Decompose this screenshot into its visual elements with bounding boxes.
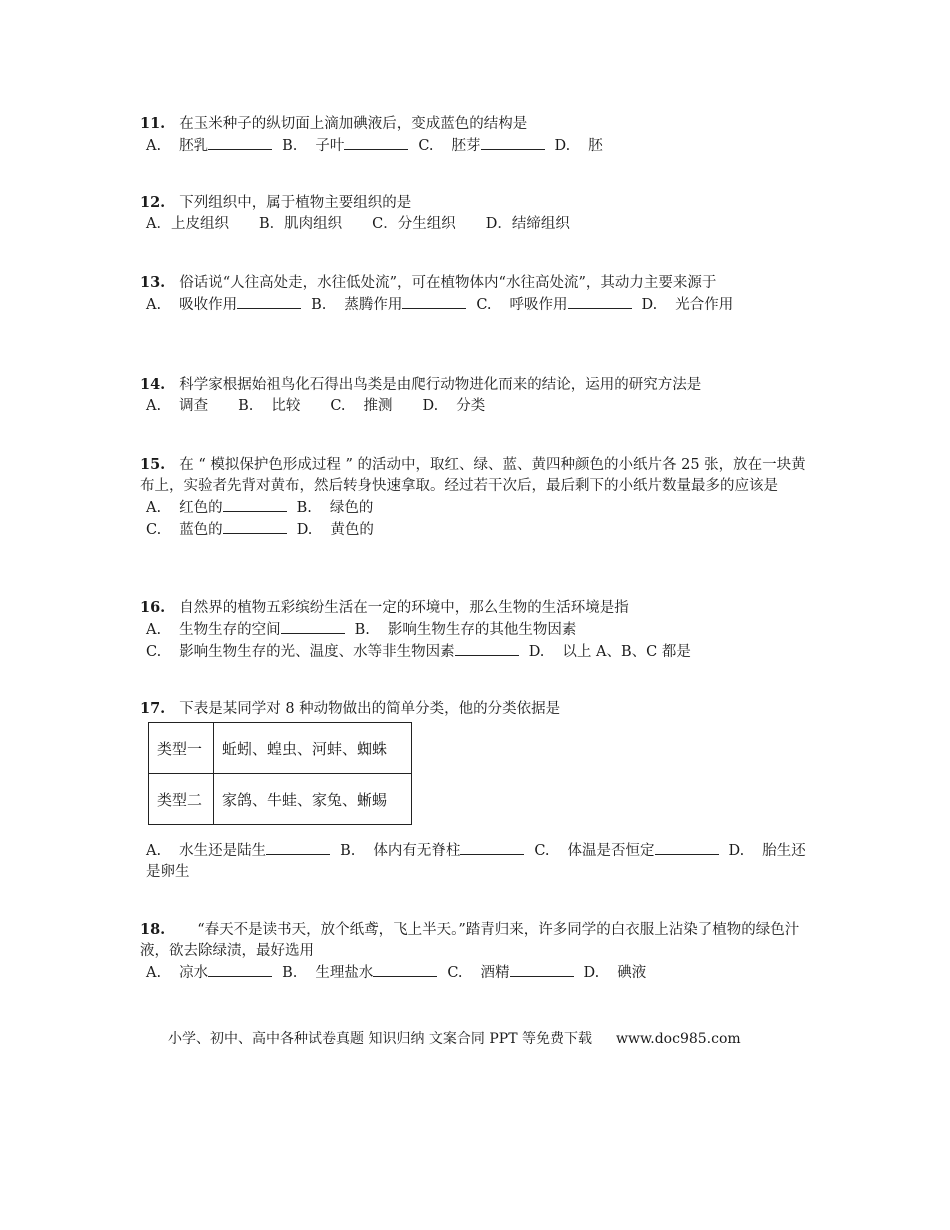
question-stem: 俗话说“人往高处走，水往低处流”，可在植物体内“水往高处流”，其动力主要来源于 <box>179 275 717 291</box>
options-line <box>140 840 812 883</box>
question-number: 16. <box>140 599 166 616</box>
options-line <box>140 962 812 984</box>
type-label: 类型一 <box>149 723 214 774</box>
option-d-text: 分类 <box>456 398 486 414</box>
question-stem: 科学家根据始祖鸟化石得出鸟类是由爬行动物进化而来的结论，运用的研究方法是 <box>179 377 702 393</box>
option-letter: D. <box>296 522 313 538</box>
options-line <box>140 294 812 316</box>
option-letter: C. <box>146 644 162 660</box>
option-letter: A. <box>146 965 162 981</box>
option-a-text: 凉水 <box>179 965 209 981</box>
question-number: 17. <box>140 700 166 717</box>
type-label: 类型二 <box>149 774 214 825</box>
answer-blank <box>208 135 272 150</box>
option-c-text: 影响生物生存的光、温度、水等非生物因素 <box>179 644 455 660</box>
option-letter: A. <box>146 297 162 313</box>
option-letter: A. <box>146 500 162 516</box>
option-letter: D. <box>554 138 571 154</box>
option-letter: D. <box>641 297 658 313</box>
question-17-options <box>140 840 812 883</box>
table-row <box>149 723 412 774</box>
option-c-text: 推测 <box>363 398 393 414</box>
option-b-text: 体内有无脊柱 <box>373 843 461 859</box>
option-letter: B. <box>282 138 298 154</box>
option-b-text: 生理盐水 <box>315 965 374 981</box>
options-line <box>140 396 812 417</box>
option-a-text: 调查 <box>179 398 209 414</box>
option-d-text: 黄色的 <box>330 522 374 538</box>
answer-blank <box>481 135 545 150</box>
options-line <box>140 641 812 663</box>
option-letter: B. <box>282 965 298 981</box>
option-c-text: 蓝色的 <box>179 522 223 538</box>
option-letter: B. <box>340 843 356 859</box>
option-d-text: 光合作用 <box>675 297 734 313</box>
option-c-text: 胚芽 <box>451 138 481 154</box>
answer-blank <box>402 294 466 309</box>
option-d-text: 结缔组织 <box>511 216 570 232</box>
option-letter: D. <box>422 398 439 414</box>
option-a-text: 胚乳 <box>179 138 209 154</box>
option-b-text: 蒸腾作用 <box>344 297 403 313</box>
question-number: 14. <box>140 376 166 393</box>
option-letter: C. <box>447 965 463 981</box>
answer-blank <box>655 840 719 855</box>
option-letter: B. <box>296 500 312 516</box>
question-14 <box>140 374 812 417</box>
question-16 <box>140 597 812 663</box>
answer-blank <box>208 962 272 977</box>
option-a-text: 上皮组织 <box>170 216 229 232</box>
option-letter: A. <box>146 622 162 638</box>
option-c-text: 酒精 <box>480 965 510 981</box>
option-letter: A． <box>146 216 171 232</box>
question-stem: 在 “ 模拟保护色形成过程 ” 的活动中，取红、绿、蓝、黄四种颜色的小纸片各 25 张，放在一块黄布上，实验者先背对黄布，然后转身快速拿取。经过若干次后，最后剩下的小纸片数量最多的应该是 <box>140 457 806 494</box>
question-18 <box>140 919 812 984</box>
option-letter: B. <box>311 297 327 313</box>
answer-blank <box>223 519 287 534</box>
option-c-text: 呼吸作用 <box>509 297 568 313</box>
option-letter: C. <box>418 138 434 154</box>
option-c-text: 分生组织 <box>397 216 456 232</box>
answer-blank <box>266 840 330 855</box>
question-12 <box>140 192 812 235</box>
option-b-text: 肌肉组织 <box>284 216 343 232</box>
option-d-text: 胎生还是卵生 <box>146 843 806 880</box>
option-letter: B． <box>258 216 285 232</box>
question-number: 13. <box>140 274 166 291</box>
question-number: 18. <box>140 921 166 938</box>
option-b-text: 绿色的 <box>329 500 374 516</box>
answer-blank <box>223 497 287 512</box>
animal-list: 家鸽、牛蛙、家兔、蜥蜴 <box>214 774 412 825</box>
question-stem: 下列组织中，属于植物主要组织的是 <box>179 195 412 211</box>
option-letter: B. <box>354 622 370 638</box>
option-b-text: 影响生物生存的其他生物因素 <box>387 622 577 638</box>
options-line <box>140 214 812 235</box>
option-letter: C. <box>476 297 492 313</box>
answer-blank <box>373 962 437 977</box>
option-d-text: 胚 <box>588 138 603 154</box>
answer-blank <box>281 619 345 634</box>
question-stem: “春天不是读书天，放个纸鸢，飞上半天。”踏青归来，许多同学的白衣服上沾染了植物的绿色汁液，欲去除绿渍，最好选用 <box>140 922 800 959</box>
option-letter: C． <box>372 216 398 232</box>
answer-blank <box>568 294 632 309</box>
option-letter: D． <box>485 216 512 232</box>
animal-list: 蚯蚓、蝗虫、河蚌、蜘蛛 <box>214 723 412 774</box>
option-letter: D. <box>528 644 545 660</box>
question-number: 15. <box>140 456 166 473</box>
question-stem: 下表是某同学对 8 种动物做出的简单分类，他的分类依据是 <box>179 701 561 717</box>
option-letter: A. <box>146 138 162 154</box>
answer-blank <box>460 840 524 855</box>
option-d-text: 以上 A、B、C 都是 <box>562 644 691 660</box>
question-number: 11. <box>140 115 166 132</box>
options-line <box>140 519 812 541</box>
footer-link[interactable]: www.doc985.com <box>615 1031 741 1047</box>
answer-blank <box>237 294 301 309</box>
options-line <box>140 497 812 519</box>
answer-blank <box>344 135 408 150</box>
table-row <box>149 774 412 825</box>
question-stem: 在玉米种子的纵切面上滴加碘液后，变成蓝色的结构是 <box>179 116 528 132</box>
option-a-text: 水生还是陆生 <box>179 843 267 859</box>
question-11 <box>140 113 812 157</box>
answer-blank <box>455 641 519 656</box>
option-letter: A. <box>146 843 162 859</box>
question-17 <box>140 698 812 720</box>
question-number: 12. <box>140 194 166 211</box>
option-a-text: 红色的 <box>179 500 223 516</box>
option-letter: D. <box>583 965 600 981</box>
question-15 <box>140 454 812 541</box>
option-b-text: 比较 <box>271 398 301 414</box>
options-line <box>140 619 812 641</box>
classification-table <box>148 722 412 825</box>
option-letter: B. <box>238 398 254 414</box>
page-footer <box>168 1028 741 1048</box>
option-b-text: 子叶 <box>315 138 345 154</box>
question-stem: 自然界的植物五彩缤纷生活在一定的环境中，那么生物的生活环境是指 <box>179 600 629 616</box>
option-c-text: 体温是否恒定 <box>567 843 655 859</box>
option-letter: C. <box>534 843 550 859</box>
option-letter: C. <box>330 398 346 414</box>
answer-blank <box>510 962 574 977</box>
option-letter: C. <box>146 522 162 538</box>
option-a-text: 吸收作用 <box>179 297 238 313</box>
options-line <box>140 135 812 157</box>
question-13 <box>140 272 812 316</box>
option-letter: D. <box>728 843 745 859</box>
option-d-text: 碘液 <box>617 965 647 981</box>
option-letter: A. <box>146 398 162 414</box>
option-a-text: 生物生存的空间 <box>179 622 281 638</box>
footer-text: 小学、初中、高中各种试卷真题 知识归纳 文案合同 PPT 等免费下载 <box>168 1031 592 1047</box>
